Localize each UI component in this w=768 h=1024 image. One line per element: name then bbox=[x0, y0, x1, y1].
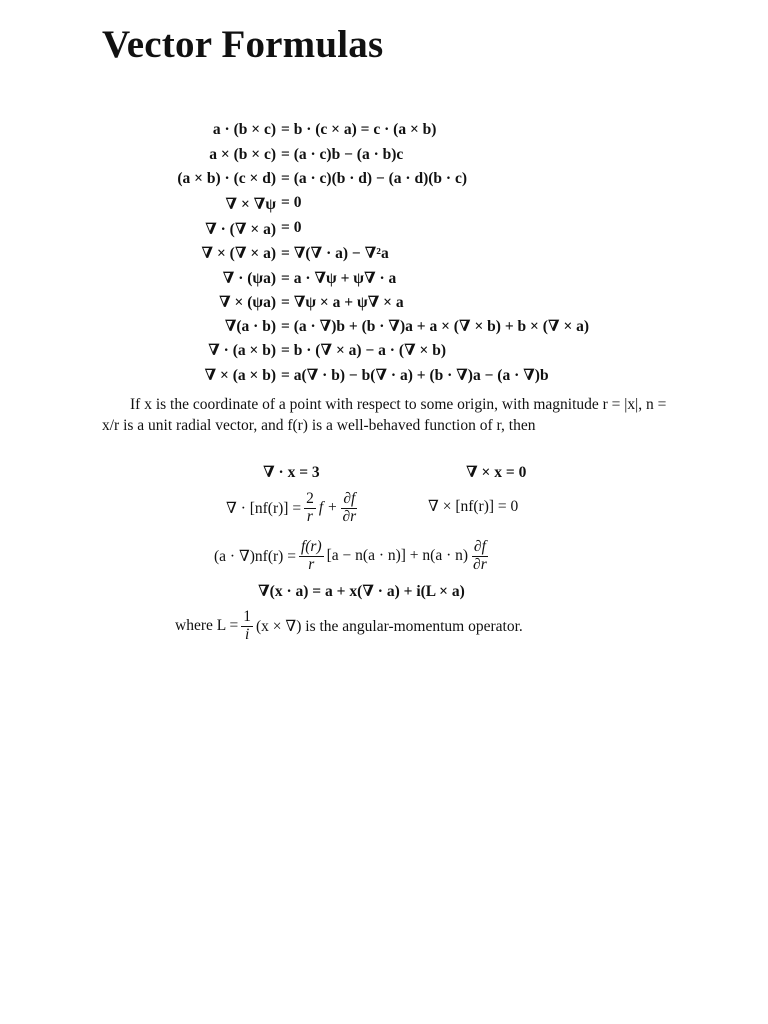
identity-lhs: (a × b) · (c × d) bbox=[177, 170, 276, 187]
a-dot-nabla-lhs: (a · ∇)nf(r) = bbox=[214, 547, 296, 565]
fraction-denominator: ∂r bbox=[473, 555, 487, 573]
identity-rhs: = (a · c)(b · d) − (a · d)(b · c) bbox=[281, 170, 467, 187]
a-dot-nabla-mid: [a − n(a · n)] + n(a · n) bbox=[326, 547, 469, 564]
div-nf-lhs: ∇ · [nf(r)] = bbox=[226, 499, 302, 517]
fraction bbox=[299, 539, 324, 573]
identity-lhs: a × (b × c) bbox=[209, 146, 276, 163]
where-suffix: (x × ∇) is the angular-momentum operator. bbox=[256, 617, 523, 635]
identity-rhs: = a · ∇ψ + ψ∇ · a bbox=[281, 270, 397, 287]
identity-lhs: ∇ × (a × b) bbox=[204, 367, 276, 384]
identity-rhs: = a(∇ · b) − b(∇ · a) + (b · ∇)a − (a · ∇)b bbox=[281, 367, 549, 384]
identity-rhs: = ∇ψ × a + ψ∇ × a bbox=[281, 294, 404, 311]
identity-row bbox=[0, 194, 768, 216]
identity-rhs: = 0 bbox=[281, 194, 302, 211]
fraction bbox=[241, 609, 253, 643]
identity-rhs: = ∇(∇ · a) − ∇²a bbox=[281, 245, 389, 262]
angular-momentum-definition bbox=[175, 606, 523, 646]
identity-row bbox=[0, 365, 768, 387]
radial-intro-paragraph bbox=[102, 394, 672, 436]
identity-lhs: ∇ · (ψa) bbox=[222, 270, 276, 287]
where-prefix: where L = bbox=[175, 617, 239, 634]
identity-lhs: ∇ × (ψa) bbox=[219, 294, 276, 311]
identity-row bbox=[0, 219, 768, 241]
div-x-formula: ∇ · x = 3 bbox=[263, 464, 320, 481]
identities-block bbox=[0, 0, 768, 390]
fraction-denominator: ∂r bbox=[342, 507, 357, 525]
identity-row bbox=[0, 146, 768, 168]
identity-rhs: = b · (∇ × a) − a · (∇ × b) bbox=[281, 342, 447, 359]
a-dot-nabla-formula bbox=[214, 536, 492, 576]
paragraph-text: If x is the coordinate of a point with respect to some origin, with magnitude r = |x|, n = x/r is a unit radial vector, and f(r) is a well-behaved function of r, then bbox=[102, 396, 667, 434]
identity-row bbox=[0, 340, 768, 362]
div-nf-formula bbox=[226, 488, 361, 528]
fraction-denominator: r bbox=[306, 507, 313, 525]
identity-row bbox=[0, 268, 768, 290]
fraction-numerator: 2 bbox=[306, 490, 314, 508]
identity-rhs: = (a · c)b − (a · b)c bbox=[281, 146, 404, 163]
fraction-numerator: ∂f bbox=[473, 538, 486, 556]
identity-lhs: ∇ × ∇ψ bbox=[225, 196, 276, 213]
identity-row bbox=[0, 243, 768, 265]
identity-lhs: ∇ · (a × b) bbox=[208, 342, 276, 359]
fraction bbox=[471, 539, 489, 573]
page-title: Vector Formulas bbox=[102, 23, 384, 66]
fraction-numerator: ∂f bbox=[343, 490, 356, 508]
fraction bbox=[340, 491, 358, 525]
identity-row bbox=[0, 292, 768, 314]
fraction-numerator: f(r) bbox=[300, 538, 322, 556]
identity-lhs: a · (b × c) bbox=[212, 121, 276, 138]
fraction-denominator: r bbox=[308, 555, 315, 573]
identity-rhs: = b · (c × a) = c · (a × b) bbox=[281, 121, 437, 138]
div-nf-mid: f + bbox=[318, 499, 338, 516]
identity-lhs: ∇(a · b) bbox=[224, 318, 276, 335]
identity-lhs: ∇ × (∇ × a) bbox=[201, 245, 276, 262]
curl-nf-formula: ∇ × [nf(r)] = 0 bbox=[428, 498, 519, 515]
identity-row bbox=[0, 170, 768, 192]
fraction-numerator: 1 bbox=[243, 608, 251, 626]
fraction-denominator: i bbox=[244, 625, 250, 643]
curl-x-formula: ∇ × x = 0 bbox=[466, 464, 527, 481]
identity-row bbox=[0, 316, 768, 338]
identity-rhs: = (a · ∇)b + (b · ∇)a + a × (∇ × b) + b × (∇ × a) bbox=[281, 318, 590, 335]
fraction bbox=[304, 491, 316, 525]
grad-x-dot-a-formula: ∇(x · a) = a + x(∇ · a) + i(L × a) bbox=[258, 583, 465, 600]
identity-lhs: ∇ · (∇ × a) bbox=[205, 221, 276, 238]
identity-rhs: = 0 bbox=[281, 219, 302, 236]
identity-row bbox=[0, 121, 768, 143]
